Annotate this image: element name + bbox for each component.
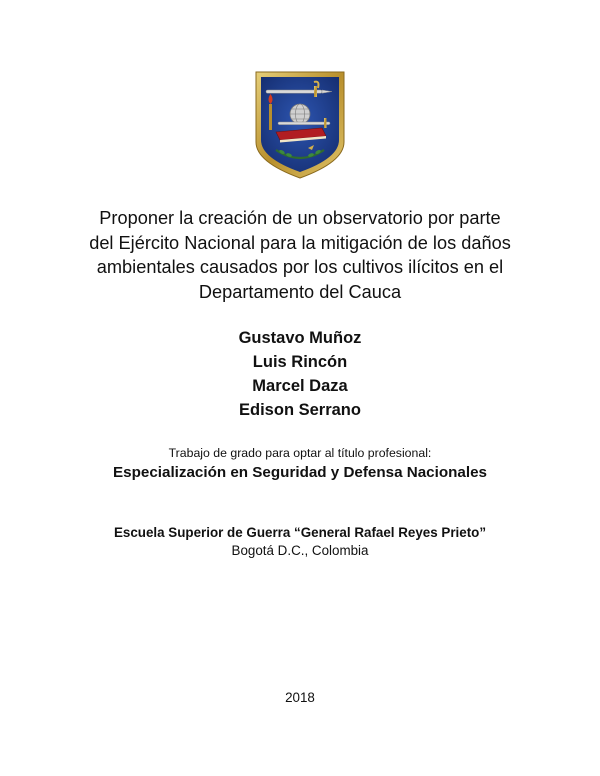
author-list	[100, 326, 500, 422]
institution-location: Bogotá D.C., Colombia	[231, 543, 369, 558]
degree-title: Especialización en Seguridad y Defensa Nacionales	[113, 464, 487, 481]
torch-icon	[269, 94, 273, 130]
institution-name: Escuela Superior de Guerra “General Rafael Reyes Prieto”	[113, 525, 487, 540]
globe-icon	[290, 104, 310, 124]
document-title	[70, 206, 530, 304]
title-line: ambientales causados por los cultivos ilícitos en el	[96, 257, 504, 277]
author-name: Marcel Daza	[252, 377, 348, 395]
military-school-shield-icon	[252, 70, 348, 180]
author-name: Gustavo Muñoz	[238, 329, 362, 347]
author-name: Luis Rincón	[252, 353, 348, 371]
author-name: Edison Serrano	[239, 401, 361, 419]
title-line: Departamento del Cauca	[198, 281, 402, 302]
degree-intro-text: Trabajo de grado para optar al título profesional:	[168, 446, 432, 460]
publication-year: 2018	[285, 690, 315, 705]
shield-emblem-graphic	[252, 70, 348, 180]
title-line: Proponer la creación de un observatorio por parte	[99, 208, 501, 228]
title-line: del Ejército Nacional para la mitigación de los daños	[89, 232, 511, 253]
